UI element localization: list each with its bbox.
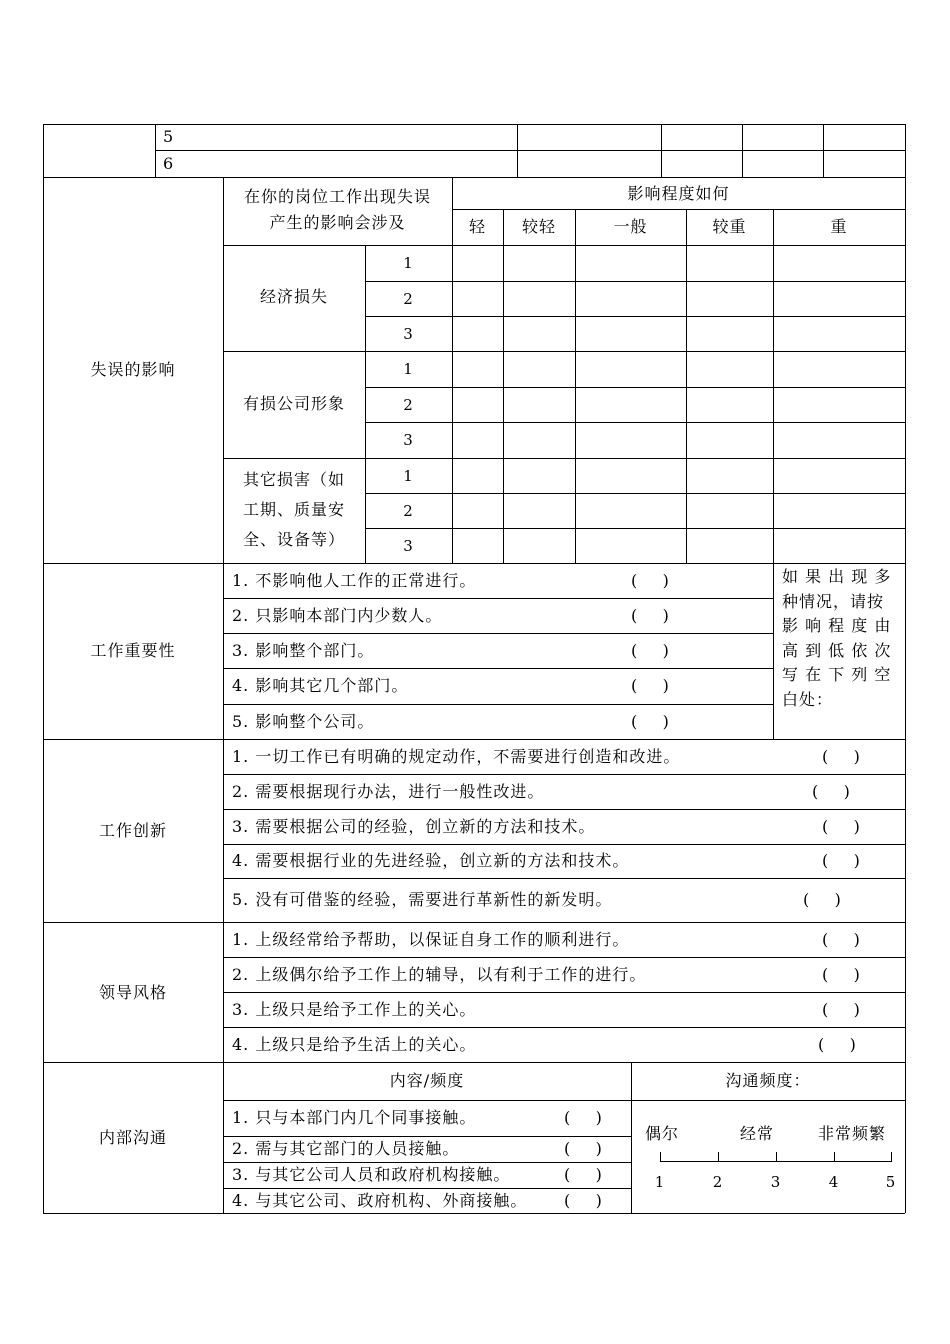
- grid-line: [155, 150, 905, 151]
- grid-line: [223, 1136, 631, 1137]
- answer-paren[interactable]: ( ): [822, 851, 861, 870]
- importance-option: 5. 影响整个公司。: [232, 712, 375, 731]
- impact-number: 2: [403, 396, 414, 414]
- degree-header: 影响程度如何: [627, 184, 730, 203]
- innovation-option: 2. 需要根据现行办法，进行一般性改进。: [232, 781, 545, 801]
- table-left-border: [43, 124, 44, 1213]
- answer-paren[interactable]: ( ): [818, 1035, 857, 1054]
- grid-line: [43, 563, 905, 564]
- grid-line: [223, 809, 905, 810]
- answer-paren[interactable]: ( ): [564, 1108, 603, 1127]
- grid-line: [223, 992, 905, 993]
- answer-paren[interactable]: ( ): [631, 712, 670, 731]
- impact-number: 1: [403, 360, 414, 378]
- scale-label: 非常频繁: [818, 1124, 887, 1143]
- degree-label: 一般: [613, 217, 648, 236]
- grid-line: [365, 493, 905, 494]
- scale-tick: [891, 1152, 892, 1162]
- answer-paren[interactable]: ( ): [631, 676, 670, 695]
- grid-line: [773, 209, 774, 563]
- importance-option: 3. 影响整个部门。: [232, 641, 375, 660]
- answer-paren[interactable]: ( ): [564, 1190, 603, 1210]
- answer-paren[interactable]: ( ): [812, 781, 851, 801]
- answer-paren[interactable]: ( ): [564, 1165, 603, 1184]
- answer-paren[interactable]: ( ): [631, 571, 670, 590]
- leadership-option: 2. 上级偶尔给予工作上的辅导，以有利于工作的进行。: [232, 965, 647, 984]
- grid-line: [223, 633, 773, 634]
- importance-note: 如 果 出 现 多: [782, 567, 892, 586]
- grid-line: [503, 209, 504, 563]
- grid-line: [43, 177, 905, 178]
- grid-line: [223, 739, 224, 922]
- grid-line: [452, 209, 905, 210]
- innovation-option: 5. 没有可借鉴的经验，需要进行革新性的新发明。: [232, 890, 613, 909]
- importance-note: 高 到 低 依 次: [782, 640, 892, 660]
- communication-option: 1. 只与本部门内几个同事接触。: [232, 1108, 477, 1127]
- impact-category: 工期、质量安: [242, 499, 345, 519]
- grid-line: [517, 124, 518, 177]
- grid-line: [223, 878, 905, 879]
- row-number: 6: [163, 154, 175, 173]
- grid-line: [223, 1100, 905, 1101]
- section-title-mistake: 失误的影响: [90, 360, 176, 379]
- leadership-option: 3. 上级只是给予工作上的关心。: [232, 1000, 477, 1019]
- mistake-question: 产生的影响会涉及: [269, 213, 406, 232]
- grid-line: [223, 668, 773, 669]
- answer-paren[interactable]: ( ): [822, 746, 861, 766]
- impact-category: 经济损失: [259, 287, 328, 306]
- answer-paren[interactable]: ( ): [822, 930, 861, 949]
- impact-category: 有损公司形象: [242, 393, 345, 413]
- grid-line: [365, 316, 905, 317]
- importance-note: 白处：: [782, 689, 834, 709]
- frequency-header: 沟通频度：: [725, 1071, 811, 1090]
- importance-option: 1. 不影响他人工作的正常进行。: [232, 571, 477, 590]
- grid-line: [742, 124, 743, 177]
- degree-label: 较重: [712, 217, 747, 236]
- degree-label: 轻: [468, 217, 486, 236]
- leadership-option: 4. 上级只是给予生活上的关心。: [232, 1035, 477, 1054]
- grid-line: [223, 957, 905, 958]
- grid-line: [365, 387, 905, 388]
- scale-tick: [718, 1152, 719, 1162]
- section-title-leadership: 领导风格: [98, 983, 167, 1002]
- scale-number: 5: [885, 1173, 897, 1191]
- impact-number: 1: [403, 254, 414, 272]
- mistake-question: 在你的岗位工作出现失误: [243, 187, 431, 206]
- grid-line: [223, 1027, 905, 1028]
- grid-line: [43, 1062, 905, 1063]
- scale-tick: [660, 1152, 661, 1162]
- scale-label: 经常: [740, 1124, 775, 1143]
- grid-line: [365, 528, 905, 529]
- communication-option: 2. 需与其它部门的人员接触。: [232, 1139, 460, 1158]
- grid-line: [575, 209, 576, 563]
- impact-number: 2: [403, 502, 414, 520]
- grid-line: [661, 124, 662, 177]
- impact-number: 3: [403, 537, 414, 555]
- table-bottom-border: [43, 1213, 905, 1214]
- importance-note: 种情况，请按: [782, 591, 885, 611]
- grid-line: [223, 704, 773, 705]
- grid-line: [43, 739, 905, 740]
- scale-number: 2: [712, 1173, 724, 1191]
- innovation-option: 4. 需要根据行业的先进经验，创立新的方法和技术。: [232, 851, 630, 870]
- leadership-option: 1. 上级经常给予帮助，以保证自身工作的顺利进行。: [232, 930, 630, 949]
- importance-note: 影 响 程 度 由: [782, 616, 892, 635]
- answer-paren[interactable]: ( ): [822, 816, 861, 836]
- grid-line: [223, 774, 905, 775]
- grid-line: [223, 458, 905, 459]
- grid-line: [43, 922, 905, 923]
- grid-line: [223, 844, 905, 845]
- scale-label: 偶尔: [645, 1124, 680, 1143]
- impact-category: 其它损害（如: [242, 469, 345, 489]
- impact-number: 1: [403, 467, 414, 485]
- degree-label: 较轻: [521, 217, 556, 236]
- communication-option: 3. 与其它公司人员和政府机构接触。: [232, 1165, 511, 1184]
- grid-line: [223, 351, 905, 352]
- innovation-option: 1. 一切工作已有明确的规定动作，不需要进行创造和改进。: [232, 746, 681, 766]
- impact-number: 3: [403, 325, 414, 343]
- degree-label: 重: [830, 217, 848, 236]
- answer-paren[interactable]: ( ): [631, 606, 670, 625]
- importance-note: 写 在 下 列 空: [782, 665, 892, 684]
- scale-tick: [834, 1152, 835, 1162]
- grid-line: [223, 598, 773, 599]
- note-divider: [773, 563, 774, 739]
- grid-line: [43, 124, 905, 125]
- importance-option: 2. 只影响本部门内少数人。: [232, 606, 443, 625]
- section-title-importance: 工作重要性: [90, 641, 176, 660]
- section-title-communication: 内部沟通: [98, 1128, 167, 1147]
- scale-number: 3: [770, 1173, 782, 1191]
- answer-paren[interactable]: ( ): [822, 965, 861, 984]
- scale-number: 1: [654, 1173, 666, 1191]
- section-title-innovation: 工作创新: [98, 821, 167, 840]
- grid-line: [223, 1162, 631, 1163]
- grid-line: [223, 1188, 631, 1189]
- grid-line: [365, 281, 905, 282]
- scale-number: 4: [828, 1173, 840, 1191]
- grid-line: [155, 124, 156, 177]
- grid-line: [686, 209, 687, 563]
- content-header: 内容/频度: [389, 1071, 465, 1090]
- innovation-option: 3. 需要根据公司的经验，创立新的方法和技术。: [232, 816, 596, 836]
- answer-paren[interactable]: ( ): [803, 890, 842, 909]
- answer-paren[interactable]: ( ): [822, 1000, 861, 1019]
- impact-category: 全、设备等）: [242, 529, 345, 549]
- grid-line: [823, 124, 824, 177]
- grid-line: [223, 245, 905, 246]
- answer-paren[interactable]: ( ): [564, 1139, 603, 1158]
- impact-number: 2: [403, 290, 414, 308]
- row-number: 5: [163, 127, 175, 146]
- table-right-border: [905, 124, 906, 1213]
- communication-option: 4. 与其它公司、政府机构、外商接触。: [232, 1190, 528, 1210]
- importance-option: 4. 影响其它几个部门。: [232, 676, 409, 695]
- grid-line: [223, 563, 224, 739]
- impact-number: 3: [403, 431, 414, 449]
- scale-tick: [776, 1152, 777, 1162]
- answer-paren[interactable]: ( ): [631, 641, 670, 660]
- grid-line: [365, 422, 905, 423]
